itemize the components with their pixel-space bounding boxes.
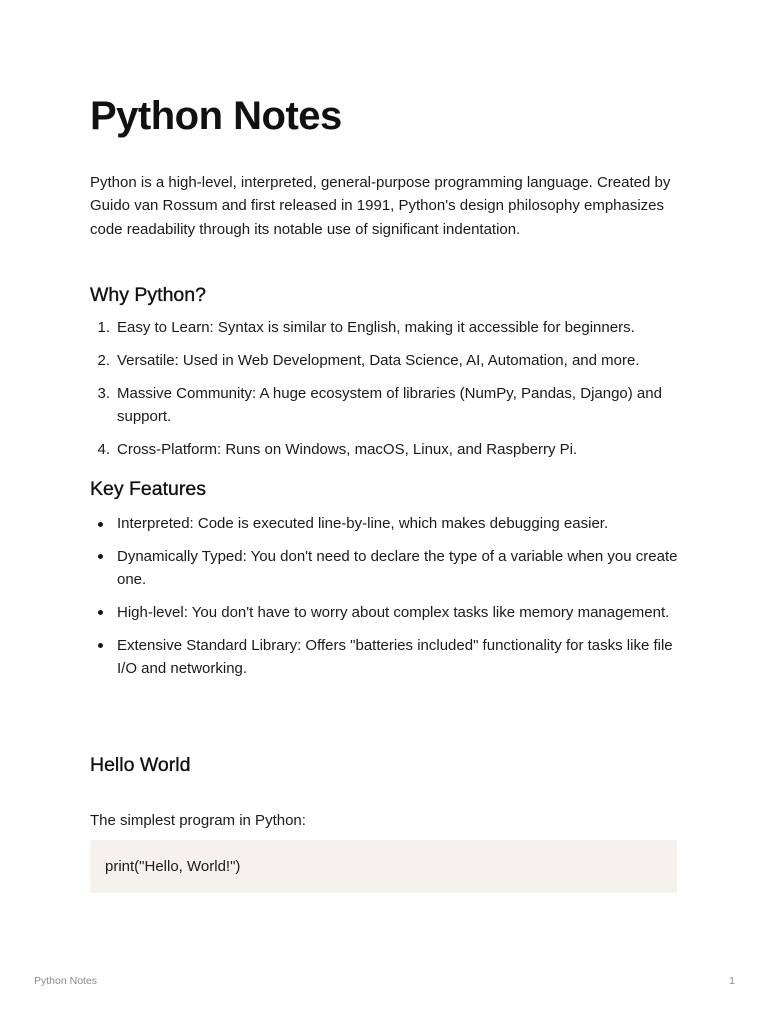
code-text: print("Hello, World!") xyxy=(105,858,241,875)
key-features-list xyxy=(90,512,680,690)
key-features-heading: Key Features xyxy=(90,478,206,500)
list-item-text: Easy to Learn: Syntax is similar to English, making it accessible for beginners. xyxy=(117,319,635,336)
list-number: 3. xyxy=(97,384,110,402)
intro-paragraph: Python is a high-level, interpreted, general-purpose programming language. Created by Guido van Rossum and first released in 1991, Python's design philosophy emphasizes code readability through its notable use of significant indentation. xyxy=(90,174,671,238)
list-item-text: Extensive Standard Library: Offers "batteries included" functionality for tasks like file I/O and networking. xyxy=(117,636,673,677)
list-item-text: Interpreted: Code is executed line-by-line, which makes debugging easier. xyxy=(117,515,609,532)
why-python-heading: Why Python? xyxy=(90,284,206,306)
list-item xyxy=(90,545,680,592)
list-item xyxy=(90,438,680,461)
list-item-text: High-level: You don't have to worry about complex tasks like memory management. xyxy=(117,603,670,621)
list-item xyxy=(90,382,680,429)
hello-world-intro: The simplest program in Python: xyxy=(90,812,306,829)
list-item xyxy=(90,634,680,681)
list-item-text: Versatile: Used in Web Development, Data Science, AI, Automation, and more. xyxy=(117,351,640,369)
list-number: 4. xyxy=(97,440,110,458)
hello-world-heading: Hello World xyxy=(90,754,191,776)
list-number: 1. xyxy=(97,319,110,336)
footer-page-number: 1 xyxy=(729,975,735,987)
list-item xyxy=(90,601,680,624)
list-item-text: Massive Community: A huge ecosystem of libraries (NumPy, Pandas, Django) and support. xyxy=(117,384,662,425)
page-title: Python Notes xyxy=(90,94,342,138)
footer-document-title: Python Notes xyxy=(34,975,98,987)
why-python-list xyxy=(90,316,680,470)
list-item xyxy=(90,512,680,535)
list-number: 2. xyxy=(97,351,110,369)
list-item xyxy=(90,349,680,372)
list-item-text: Cross-Platform: Runs on Windows, macOS, Linux, and Raspberry Pi. xyxy=(117,440,578,458)
code-block xyxy=(90,840,677,893)
list-item xyxy=(90,316,680,339)
list-item-text: Dynamically Typed: You don't need to declare the type of a variable when you create one. xyxy=(117,547,678,589)
